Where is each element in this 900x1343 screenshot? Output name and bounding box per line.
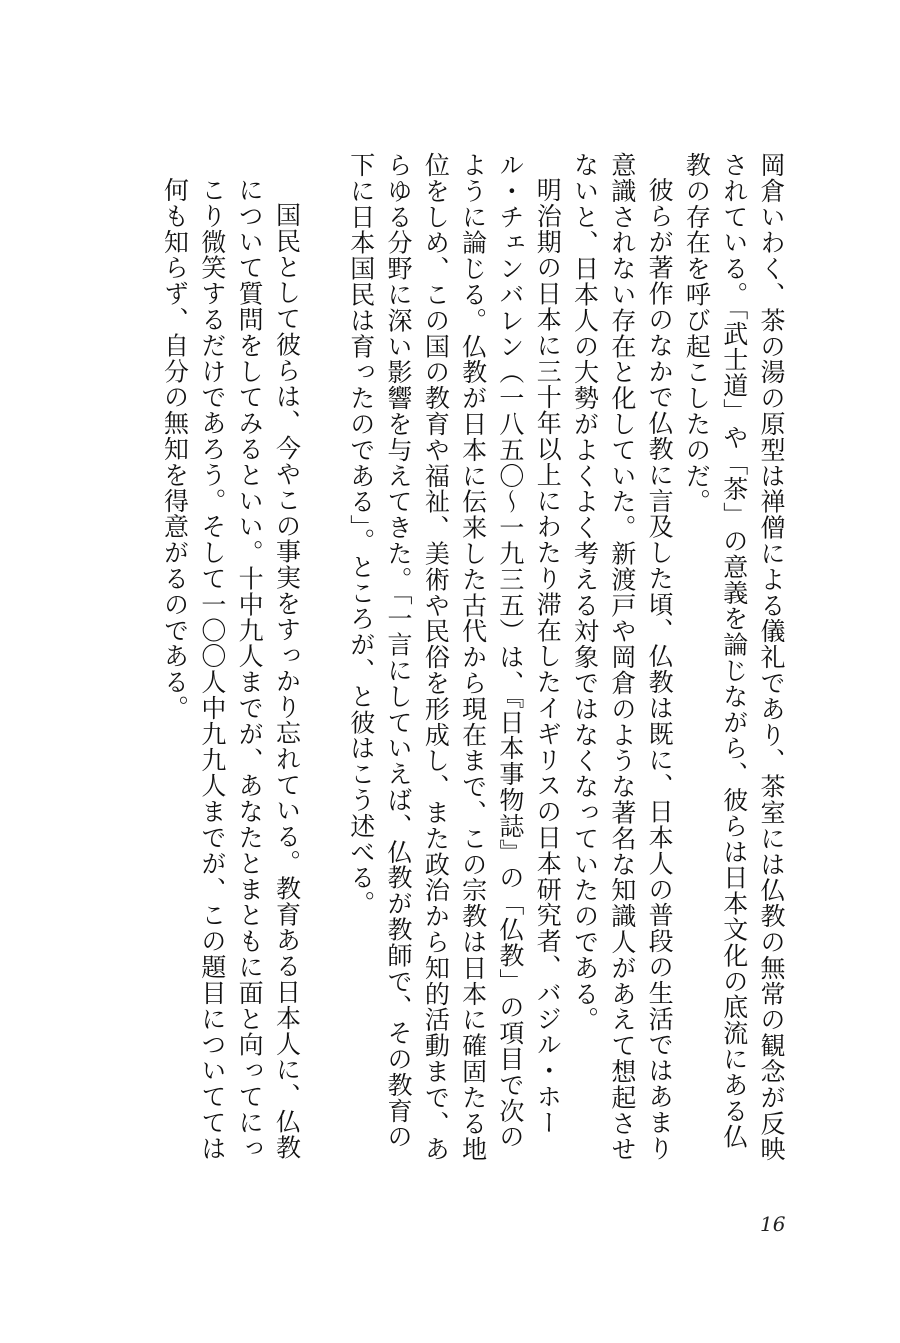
paragraph-3: 明治期の日本に三十年以上にわたり滞在したイギリスの日本研究者、バジル・ホール・チェンバレン（一八五〇〜一九三五）は、『日本事物誌』の「仏教」の項目で次のように論じる。仏教が日本に伝来した古代から現在まで、この宗教は日本に確固たる地位をしめ、この国の教育や福祉、美術や民俗を形成し、また政治から知的活動まで、あらゆる分野に深い影響を与えてきた。「一言にしていえば、仏教が教師で、その教育の下に日本国民は育ったのである」。ところが、と彼はこう述べる。 [346,152,563,1163]
vertical-text-body [150,152,790,1170]
block-quote-gap [305,152,342,1170]
paragraph-2: 彼らが著作のなかで仏教に言及した頃、仏教は既に、日本人の普段の生活ではあまり意識されない存在と化していた。新渡戸や岡倉のような著名な知識人があえて想起させないと、日本人の大勢がよくよく考える対象ではなくなっていたのである。 [570,152,675,1163]
block-quote: 国民として彼らは、今やこの事実をすっかり忘れている。教育ある日本人に、仏教について質問をしてみるといい。十中九人までが、あなたとまともに面と向ってにっこり微笑するだけであろう。そして一〇〇人中九九人までが、この題目についてては何も知らず、自分の無知を得意がるのである。 [160,177,302,1162]
paragraph-1: 岡倉いわく、茶の湯の原型は禅僧による儀礼であり、茶室には仏教の無常の観念が反映されている。「武士道」や「茶」の意義を論じながら、彼らは日本文化の底流にある仏教の存在を呼び起こしたのだ。 [682,152,786,1163]
page-number: 16 [760,1212,786,1236]
